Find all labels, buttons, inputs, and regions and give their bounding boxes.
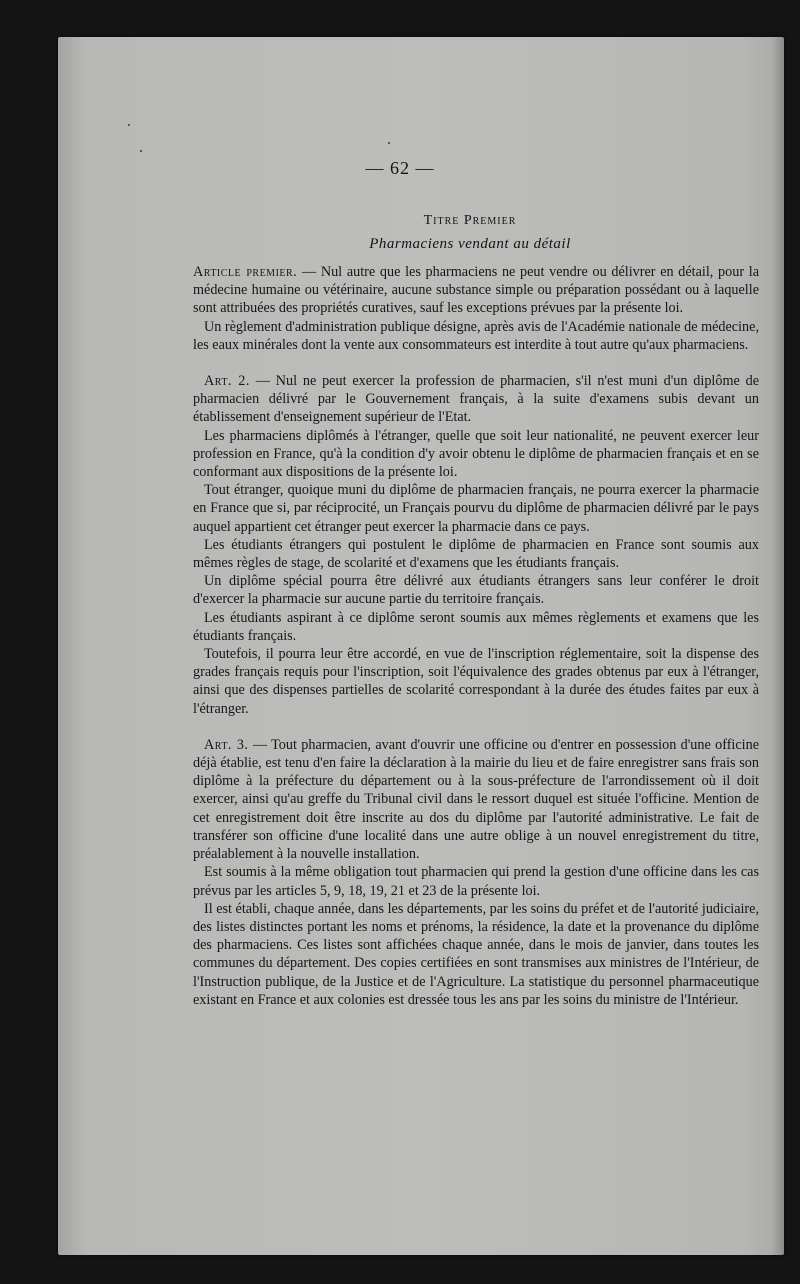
article-2-paragraph-5: Un diplôme spécial pourra être délivré aux étudiants étrangers sans leur conférer le droit d'exercer la pharmacie sur aucune partie du territoire français.: [193, 573, 759, 608]
article-2-paragraph-2: Les pharmaciens diplômés à l'étranger, quelle que soit leur nationalité, ne peuvent exercer leur profession en France, qu'à la condition d'y avoir obtenu le diplôme de pharmacien français et en se conformant aux dispositions de la présente loi.: [193, 427, 759, 481]
article-label: Art. 3.: [204, 736, 249, 753]
article-label: Article premier.: [193, 264, 298, 280]
article-2-paragraph-1: [193, 372, 759, 427]
article-3-paragraph-1: [193, 736, 759, 863]
article-3-paragraph-2: Est soumis à la même obligation tout pharmacien qui prend la gestion d'une officine dans les cas prévus par les articles 5, 9, 18, 19, 21 et 23 de la présente loi.: [193, 864, 759, 899]
article-label: Art. 2.: [204, 373, 250, 390]
article-2-paragraph-7: Toutefois, il pourra leur être accordé, en vue de l'inscription réglementaire, soit la dispense des grades français requis pour l'inscription, soit l'équivalence des grades obtenus par eux à l'étranger, ainsi que des dispenses partielles de scolarité correspondant à la durée des études faites par eux à l'étranger.: [193, 646, 759, 717]
article-2-paragraph-6: Les étudiants aspirant à ce diplôme seront soumis aux mêmes règlements et examens que les étudiants français.: [193, 609, 759, 644]
paper-speck: [140, 150, 142, 152]
article-3-paragraph-3: Il est établi, chaque année, dans les départements, par les soins du préfet et de l'autorité judiciaire, des listes distinctes portant les noms et prénoms, la résidence, la date et la provenance du diplôme des pharmaciens. Ces listes sont affichées chaque année, dans le mois de janvier, dans toutes les communes du département. Des copies certifiées en sont transmises aux ministres de l'Intérieur, de l'Instruction publique, de la Justice et de l'Agriculture. La statistique du personnel pharmaceutique existant en France et aux colonies est dressée tous les ans par les soins du ministre de l'Intérieur.: [193, 900, 759, 1008]
article-text: — Nul ne peut exercer la profession de pharmacien, s'il n'est muni d'un diplôme de pharmacien délivré par le Gouvernement français, à la suite d'examens subis devant un établissement d'enseignement supérieur de l'Etat.: [193, 373, 759, 426]
paragraph-gap: [193, 718, 759, 736]
article-text: — Nul autre que les pharmaciens ne peut vendre ou délivrer en détail, pour la médecine humaine ou vétérinaire, aucune substance simple ou préparation possédant ou à laquelle sont attribuées des propriétés curatives, sauf les exceptions prévues par la présente loi.: [193, 264, 759, 317]
page-number: — 62 —: [365, 158, 435, 178]
article-text: — Tout pharmacien, avant d'ouvrir une officine ou d'entrer en possession d'une officine déjà établie, est tenu d'en faire la déclaration à la mairie du lieu et de faire enregistrer sans frais son diplôme à la préfecture du département ou à la sous-préfecture de l'arrondissement où il doit exercer, ainsi qu'au greffe du Tribunal civil dans le ressort duquel est située l'officine. Mention de cet enregistrement doit être inscrite au dos du diplôme par l'autorité administrative. Le fait de transférer son officine d'une localité dans une autre oblige à un nouvel enregistrement du titre, préalablement à la nouvelle installation.: [193, 736, 759, 863]
article-1-paragraph-1: [193, 263, 759, 318]
paper-speck: [388, 142, 390, 144]
article-2-paragraph-3: Tout étranger, quoique muni du diplôme de pharmacien français, ne pourra exercer la pharmacie en France que si, par réciprocité, un Français pourvu du diplôme de pharmacien délivré par le pays auquel appartient cet étranger peut exercer la pharmacie dans ce pays.: [193, 482, 759, 535]
document-body: [193, 263, 759, 1009]
paragraph-gap: [193, 354, 759, 372]
paper-speck: [128, 124, 130, 126]
article-1-paragraph-2: Un règlement d'administration publique désigne, après avis de l'Académie nationale de médecine, les eaux minérales dont la vente aux consommateurs est interdite à tout autre qu'aux pharmaciens.: [193, 318, 759, 353]
section-title: Titre Premier: [423, 213, 517, 228]
article-2-paragraph-4: Les étudiants étrangers qui postulent le diplôme de pharmacien en France sont soumis aux mêmes règles de stage, de scolarité et d'examens que les étudiants français.: [193, 536, 759, 572]
section-subtitle: Pharmaciens vendant au détail: [369, 236, 571, 252]
